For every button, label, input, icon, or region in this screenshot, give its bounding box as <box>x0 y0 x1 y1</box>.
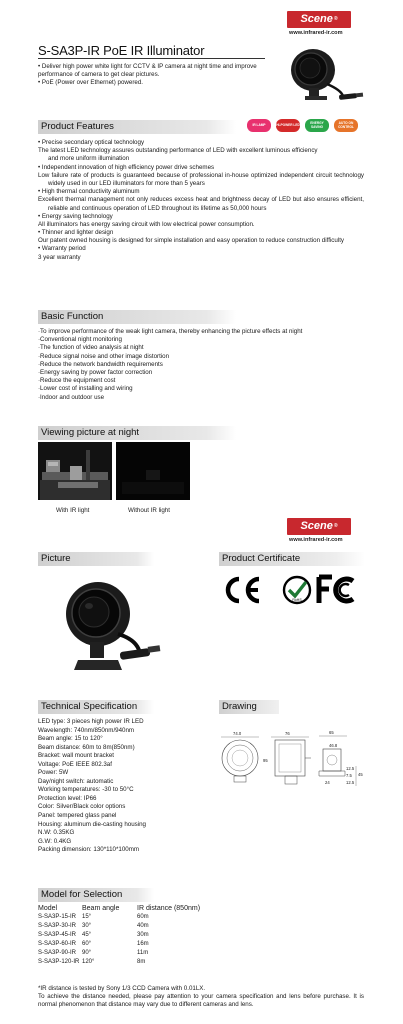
spec-item: Color: Silver/Black color options <box>38 803 126 811</box>
brand-logo: Scene ® <box>287 11 351 28</box>
feature-item: • Thinner and lighter design <box>38 229 114 237</box>
dim-label: 65 <box>329 730 334 735</box>
model-notes <box>38 985 364 1010</box>
table-cell: S-SA3P-15-IR <box>38 913 77 920</box>
dim-label: 74.0 <box>233 731 242 736</box>
brand-url[interactable]: www.infrared-ir.com <box>289 30 343 36</box>
dim-label: 46.8 <box>329 743 338 748</box>
table-cell: 45° <box>82 931 92 938</box>
basic-function-item: ·The function of video analysis at night <box>38 344 144 352</box>
feature-item: • Energy saving technology <box>38 212 113 220</box>
caption-without-ir: Without IR light <box>128 507 170 514</box>
feature-badge: AUTO ON CONTROL <box>334 119 358 132</box>
spec-item: LED type: 3 pieces high power IR LED <box>38 718 144 725</box>
page-title: S-SA3P-IR PoE IR Illuminator <box>38 43 205 58</box>
spec-item: Wavelength: 740nm/850nm/940nm <box>38 726 135 734</box>
certificate-marks <box>219 573 365 607</box>
table-row <box>38 949 218 958</box>
features-list <box>38 139 364 262</box>
feature-badge: IR LAMP <box>247 119 271 132</box>
dim-label: 12.5 <box>346 780 355 785</box>
table-row <box>38 958 218 967</box>
fc-mark-icon <box>319 577 353 603</box>
dim-label: 45 <box>358 772 363 777</box>
spec-item: G.W: 0.4KG <box>38 837 72 845</box>
section-heading-models: Model for Selection <box>38 888 154 902</box>
table-cell: 60m <box>137 913 149 920</box>
table-row <box>38 922 218 931</box>
spec-item: Beam distance: 60m to 8m(850nm) <box>38 743 135 751</box>
spec-item: Housing: aluminum die-casting housing <box>38 820 146 828</box>
basic-function-item: ·Reduce the network bandwidth requirements <box>38 360 163 368</box>
table-cell: 60° <box>82 940 92 947</box>
feature-item: 3 year warranty <box>38 253 81 261</box>
column-header: Beam angle <box>82 905 120 912</box>
dim-label: 24 <box>325 780 330 785</box>
brand-url-2[interactable]: www.infrared-ir.com <box>289 537 343 543</box>
spec-item: Voltage: PoE IEEE 802.3af <box>38 760 112 768</box>
note-line: To achieve the distance needed, please pay attention to your camera specification and lens before purchase. It is normal phenomenon that distance may vary due to different cameras and lens. <box>38 993 364 1009</box>
feature-item: All illuminators has energy saving circuit with low electrical power consumption. <box>38 220 255 228</box>
model-table-header <box>38 904 218 913</box>
spec-item: Protection level: IP66 <box>38 794 97 802</box>
dim-label: 12.5 <box>346 766 355 771</box>
feature-item: • High thermal conductivity aluminum <box>38 188 140 196</box>
table-cell: S-SA3P-60-IR <box>38 940 77 947</box>
basic-function-item: ·Reduce the equipment cost <box>38 377 116 385</box>
section-heading-spec: Technical Specification <box>38 700 154 714</box>
dimension-drawing <box>219 728 369 798</box>
spec-item: Panel: tempered glass panel <box>38 812 117 820</box>
spec-item: Power: 5W <box>38 769 69 777</box>
title-rule <box>38 58 265 59</box>
basic-function-item: ·Conventional night monitoring <box>38 336 122 344</box>
rohs-mark-text: RoHS <box>292 598 302 602</box>
feature-item: Our patent owned housing is designed for simple installation and easy operation to reduce construction difficulty <box>38 237 345 245</box>
section-heading-picture: Picture <box>38 552 154 566</box>
product-photo-large <box>56 578 164 684</box>
spec-item: N.W: 0.35KG <box>38 829 75 837</box>
note-line: *IR distance is tested by Sony 1/3 CCD Camera with 0.01LX. <box>38 985 206 992</box>
table-cell: 16m <box>137 940 149 947</box>
rohs-mark-icon <box>284 577 310 603</box>
section-heading-drawing: Drawing <box>219 700 279 714</box>
table-cell: 30m <box>137 931 149 938</box>
basic-function-list <box>38 328 364 402</box>
table-cell: 120° <box>82 958 95 965</box>
table-cell: 30° <box>82 922 92 929</box>
feature-item: • Precise secondary optical technology <box>38 139 145 146</box>
table-cell: S-SA3P-90-IR <box>38 949 77 956</box>
intro-text <box>38 63 260 88</box>
feature-item: and more uniform illumination <box>48 155 130 163</box>
spec-item: Day/night switch: automatic <box>38 777 114 785</box>
basic-function-item: ·To improve performance of the weak light camera, thereby enhancing the picture effects at night <box>38 328 303 335</box>
table-cell: 15° <box>82 913 92 920</box>
table-cell: 8m <box>137 958 146 965</box>
section-heading-basic-function: Basic Function <box>38 310 236 324</box>
section-heading-features: Product Features <box>38 120 236 134</box>
table-cell: 11m <box>137 949 149 956</box>
feature-item: The latest LED technology assures outstanding performance of LED with excellent luminous efficiency <box>38 147 318 155</box>
basic-function-item: ·Energy saving by power factor correction <box>38 368 153 376</box>
feature-item: Low failure rate of products is guaranteed because of professional in-house optimized independent circuit technology widely used in our LED illuminators for more than 5 years <box>38 171 364 187</box>
spec-item: Packing dimension: 130*110*100mm <box>38 846 140 854</box>
basic-function-item: ·Reduce signal noise and other image distortion <box>38 352 170 360</box>
column-header: IR distance (850nm) <box>137 905 201 912</box>
table-cell: 90° <box>82 949 92 956</box>
feature-item: • Independent innovation of high efficiency power drive schemes <box>38 163 215 171</box>
intro-line: • PoE (Power over Ethernet) powered. <box>38 79 143 87</box>
spec-item: Working temperatures: -30 to 50°C <box>38 786 134 794</box>
brand-logo-2: Scene ® <box>287 518 351 535</box>
dim-label: 76 <box>285 731 290 736</box>
column-header: Model <box>38 905 58 912</box>
spec-item: Bracket: wall mount bracket <box>38 752 114 760</box>
dim-label: 7.5 <box>346 773 352 778</box>
night-image-with-ir <box>38 442 112 500</box>
basic-function-item: ·Indoor and outdoor use <box>38 393 105 401</box>
feature-badge: HI-POWER LED <box>276 119 300 132</box>
spec-list <box>38 718 208 855</box>
feature-badge: ENERGY SAVING <box>305 119 329 132</box>
table-row <box>38 931 218 940</box>
basic-function-item: ·Lower cost of installing and wiring <box>38 385 133 393</box>
feature-item: • Warranty period <box>38 245 86 253</box>
section-heading-viewing: Viewing picture at night <box>38 426 236 440</box>
table-row <box>38 913 218 922</box>
table-row <box>38 940 218 949</box>
table-cell: S-SA3P-30-IR <box>38 922 77 929</box>
feature-item: Excellent thermal management not only reduces excess heat and brightness decay of LED but also ensures efficient, reliable and continuous operation of LED throughout its lifetime as 50,000 hours <box>38 196 364 212</box>
model-table <box>38 904 218 967</box>
product-photo-small <box>283 44 365 106</box>
night-image-without-ir <box>116 442 190 500</box>
dim-label: 95 <box>263 758 268 763</box>
table-cell: S-SA3P-45-IR <box>38 931 77 938</box>
ce-mark-icon <box>228 579 259 601</box>
table-cell: S-SA3P-120-IR <box>38 958 80 965</box>
section-heading-certificate: Product Certificate <box>219 552 365 566</box>
caption-with-ir: With IR light <box>56 507 90 514</box>
feature-badges <box>247 119 358 132</box>
intro-line: • Deliver high power white light for CCTV & IP camera at night time and improve performance of camera to get clear pictures. <box>38 63 257 79</box>
spec-item: Beam angle: 15 to 120° <box>38 735 103 743</box>
table-cell: 40m <box>137 922 149 929</box>
